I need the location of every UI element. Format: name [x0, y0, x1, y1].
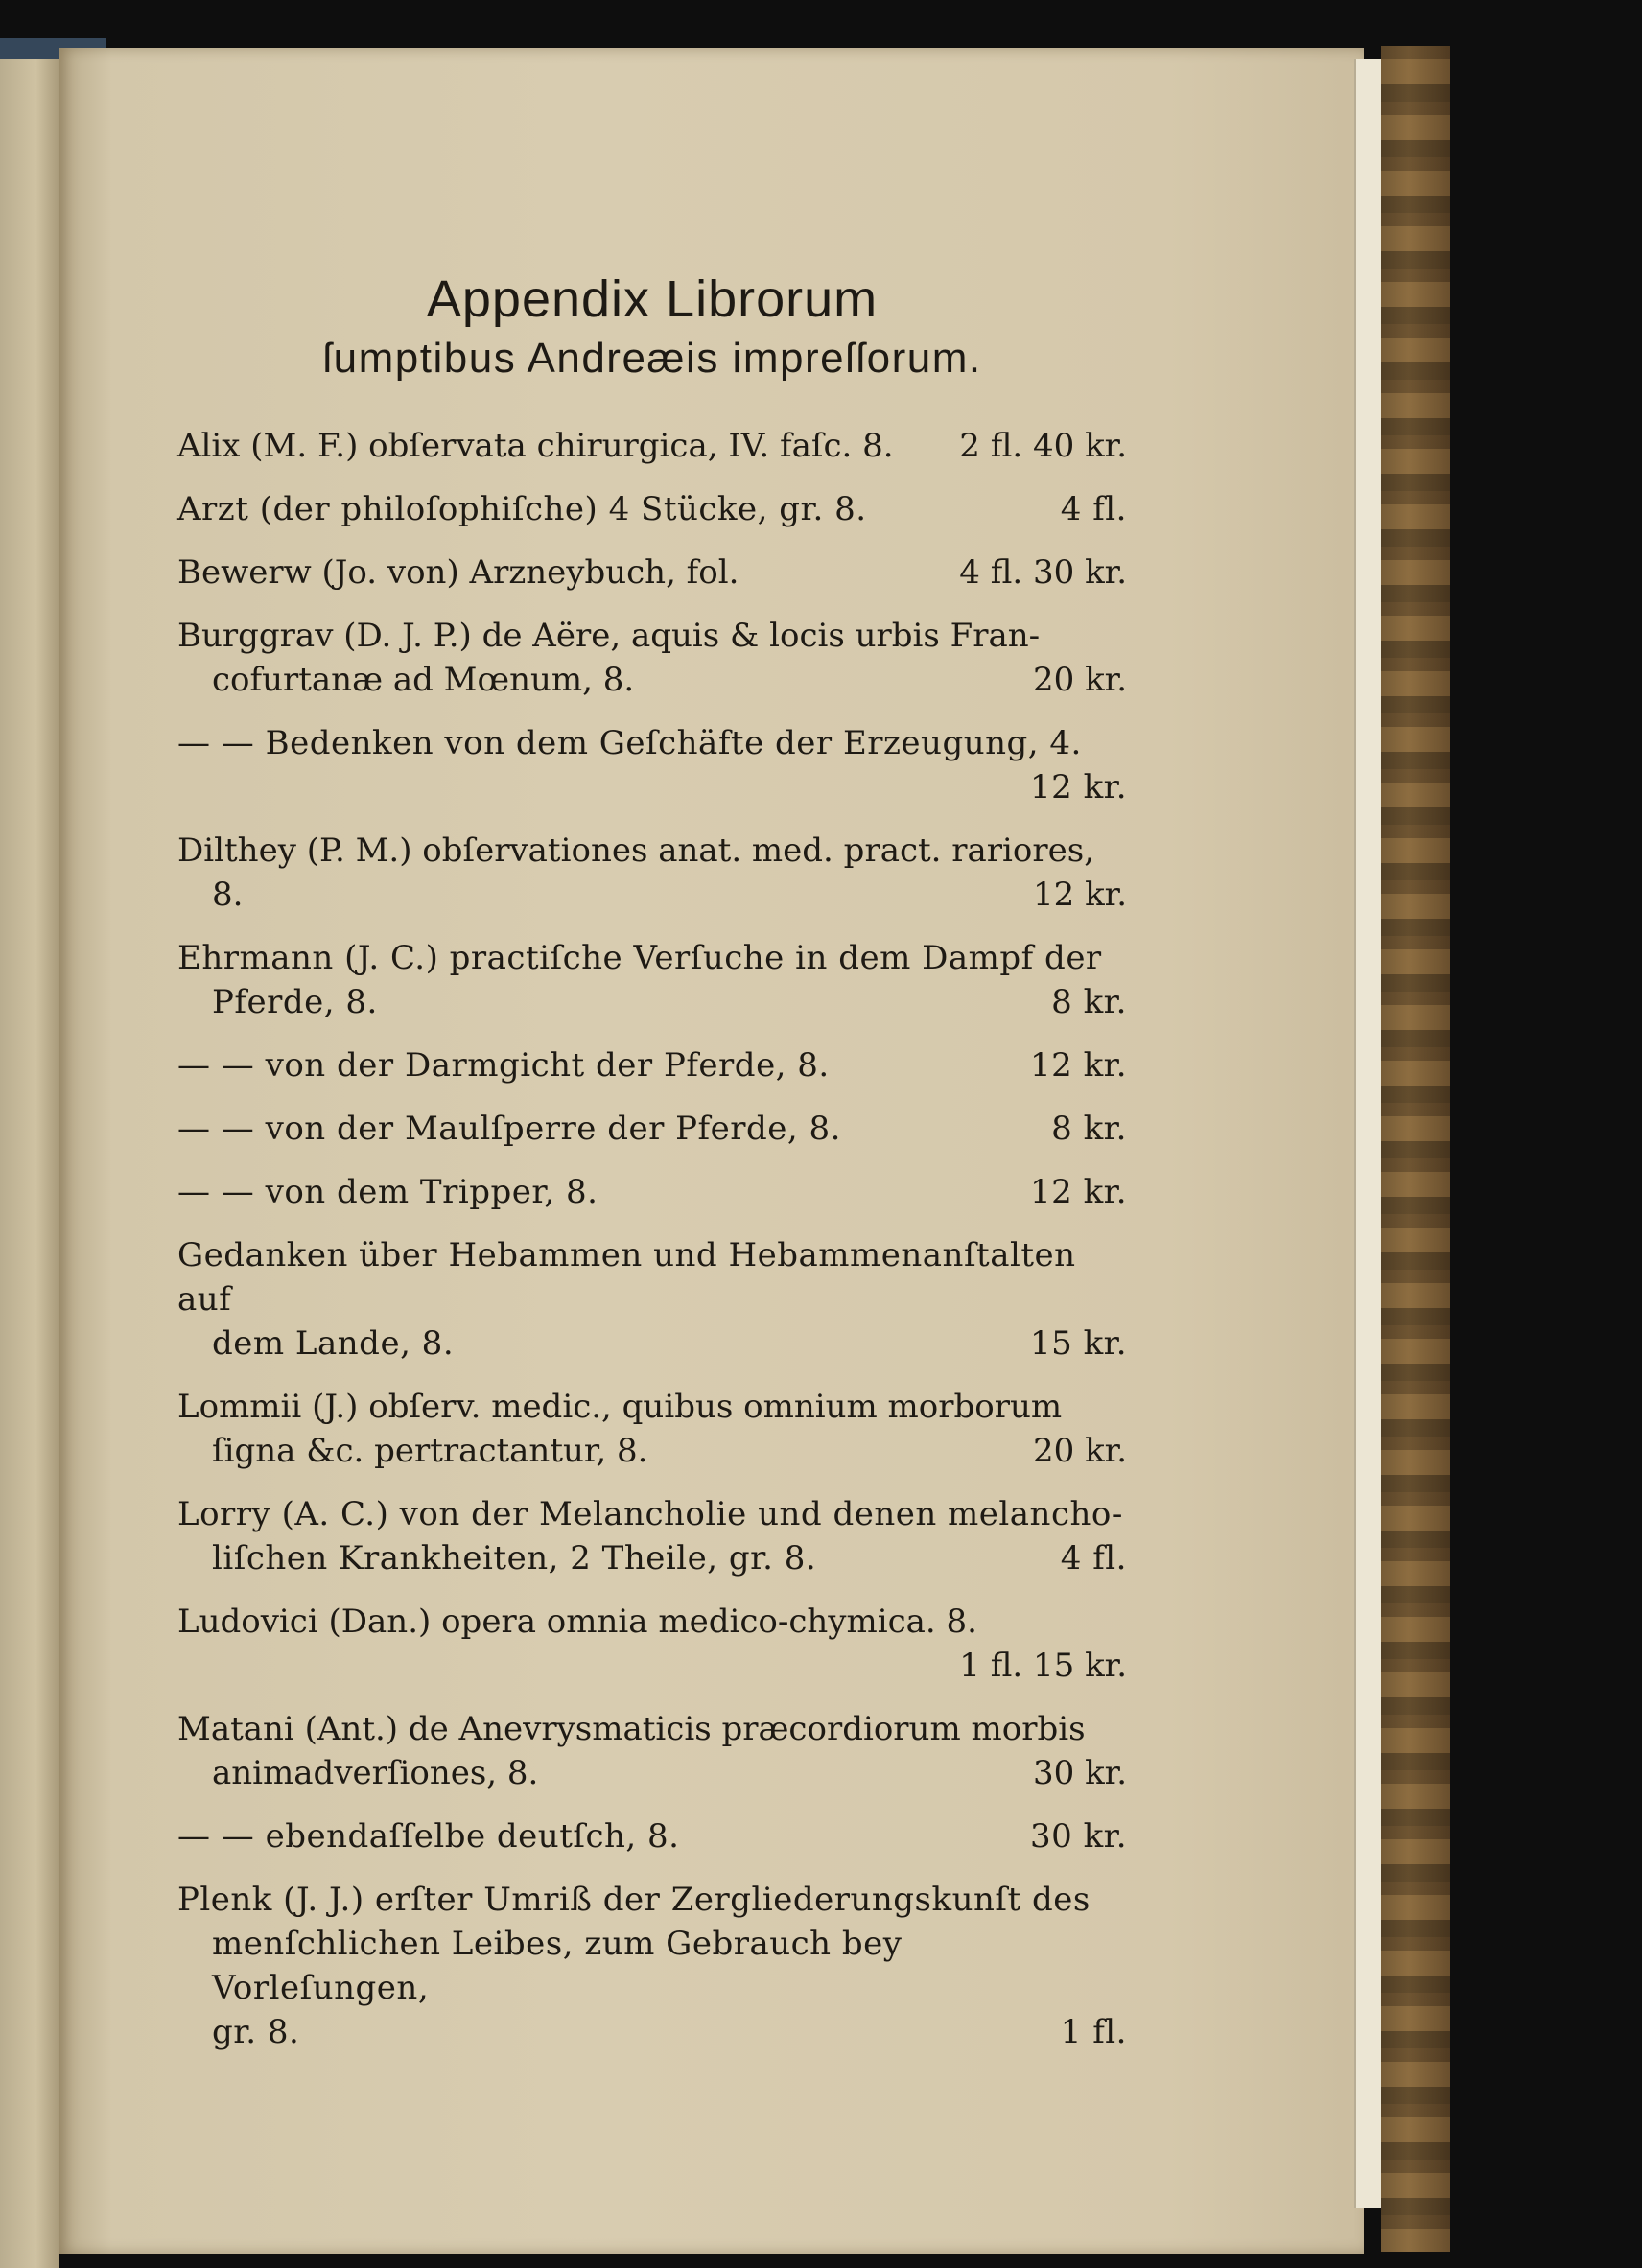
entry-text: Ehrmann (J. C.) practiſche Verſuche in dem Dampf der: [177, 939, 1102, 977]
list-item: [177, 614, 1127, 702]
entry-text: Plenk (J. J.) erſter Umriß der Zergliederungskunſt des: [177, 1881, 1091, 1919]
entry-price: 1 fl. 15 kr.: [959, 1647, 1127, 1685]
list-item: [177, 1707, 1127, 1795]
list-item: [177, 424, 1127, 468]
entry-text: — — von der Darmgicht der Pferde, 8.: [177, 1046, 830, 1085]
page-title: Appendix Librorum: [426, 270, 879, 328]
list-item: [177, 829, 1127, 917]
entry-price: 4 fl.: [1060, 1539, 1127, 1578]
list-item: [177, 1814, 1127, 1859]
entry-text: Alix (M. F.) obſervata chirurgica, IV. faſc. 8.: [177, 427, 894, 465]
entry-text: — — von dem Tripper, 8.: [177, 1173, 598, 1211]
entry-continuation: animadverſiones, 8.: [212, 1754, 539, 1792]
entry-continuation: dem Lande, 8.: [212, 1324, 455, 1363]
entry-text: Matani (Ant.) de Anevrysmaticis præcordiorum morbis: [177, 1710, 1086, 1748]
entry-text: — — von der Maulſperre der Pferde, 8.: [177, 1110, 841, 1148]
marbled-cover: [1381, 46, 1450, 2252]
entry-continuation-2: gr. 8.: [212, 2013, 300, 2051]
entry-price: 1 fl.: [1060, 2013, 1127, 2051]
facing-page-edge: [0, 43, 59, 2268]
page-subtitle: ſumptibus Andreæis impreſſorum.: [322, 335, 982, 382]
list-item: [177, 1233, 1127, 1366]
entry-continuation: liſchen Krankheiten, 2 Theile, gr. 8.: [212, 1539, 817, 1578]
page-block-edge: [1354, 59, 1381, 2208]
entry-text: Ludovici (Dan.) opera omnia medico-chymica. 8.: [177, 1602, 977, 1641]
entry-text: Gedanken über Hebammen und Hebammenanſtalten auf: [177, 1236, 1076, 1319]
entry-text: Lorry (A. C.) von der Melancholie und denen melancho-: [177, 1495, 1123, 1533]
entry-text: Arzt (der philoſophiſche) 4 Stücke, gr. 8.: [177, 490, 867, 528]
list-item: [177, 1878, 1127, 2054]
list-item: [177, 1107, 1127, 1151]
entry-text: Burggrav (D. J. P.) de Aëre, aquis & locis urbis Fran-: [177, 617, 1041, 655]
list-item: [177, 550, 1127, 595]
entry-price: 30 kr.: [1030, 1817, 1127, 1856]
entry-price: 12 kr.: [1030, 768, 1127, 807]
entry-price: 12 kr.: [1030, 1173, 1127, 1211]
entry-text: — — ebendaſſelbe deutſch, 8.: [177, 1817, 680, 1856]
list-item: [177, 1043, 1127, 1087]
entry-price: 12 kr.: [1030, 1046, 1127, 1085]
list-item: [177, 721, 1127, 809]
entry-text: Dilthey (P. M.) obſervationes anat. med. pract. rariores,: [177, 831, 1095, 870]
list-item: [177, 1600, 1127, 1688]
entry-text: Lommii (J.) obſerv. medic., quibus omnium morborum: [177, 1388, 1063, 1426]
list-item: [177, 1492, 1127, 1580]
entry-price: 8 kr.: [1051, 983, 1127, 1021]
entry-price: 4 fl.: [1060, 490, 1127, 528]
list-item: [177, 936, 1127, 1024]
entry-price: 30 kr.: [1033, 1754, 1127, 1792]
entry-text: — — Bedenken von dem Geſchäfte der Erzeugung, 4.: [177, 724, 1082, 762]
entry-price: 4 fl. 30 kr.: [959, 553, 1127, 592]
entry-price: 2 fl. 40 kr.: [959, 427, 1127, 465]
page-content: [177, 269, 1127, 2073]
entry-price: 8 kr.: [1051, 1110, 1127, 1148]
entry-text: Bewerw (Jo. von) Arzneybuch, fol.: [177, 553, 739, 592]
entry-price: 20 kr.: [1033, 661, 1127, 699]
entry-continuation: Pferde, 8.: [212, 983, 378, 1021]
entry-continuation: 8.: [212, 876, 244, 914]
list-item: [177, 1170, 1127, 1214]
entry-price: 15 kr.: [1030, 1324, 1127, 1363]
entry-price: 12 kr.: [1033, 876, 1127, 914]
entry-continuation: cofurtanæ ad Mœnum, 8.: [212, 661, 635, 699]
list-item: [177, 487, 1127, 531]
entry-price: 20 kr.: [1033, 1432, 1127, 1470]
entry-continuation: ſigna &c. pertractantur, 8.: [212, 1432, 648, 1470]
list-item: [177, 1385, 1127, 1473]
entry-continuation: menſchlichen Leibes, zum Gebrauch bey Vorleſungen,: [212, 1925, 903, 2007]
